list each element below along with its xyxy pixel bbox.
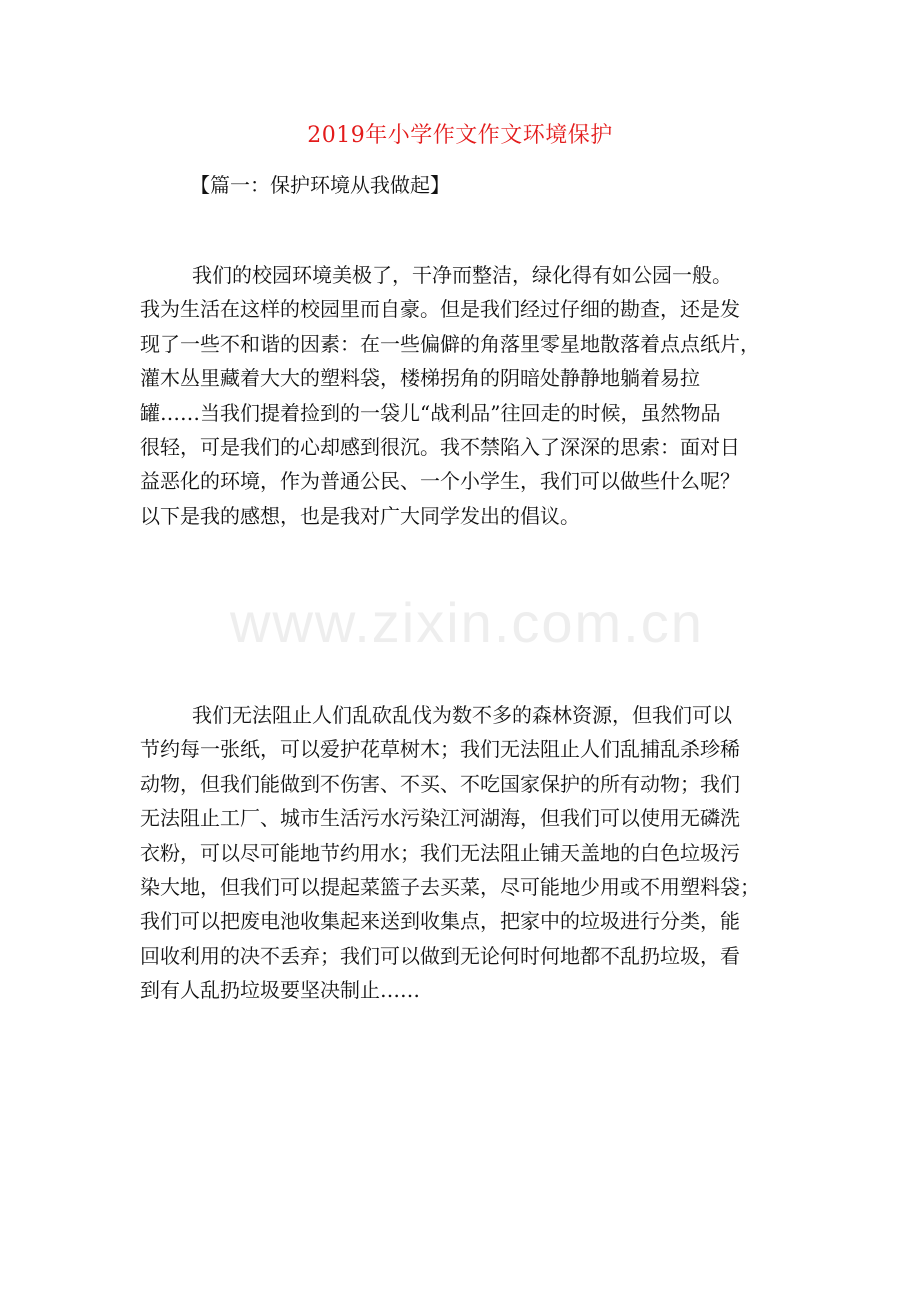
- paragraph-line: 现了一些不和谐的因素：在一些偏僻的角落里零星地散落着点点纸片，: [140, 331, 760, 356]
- paragraph-line: 很轻，可是我们的心却感到很沉。我不禁陷入了深深的思索：面对日: [140, 435, 740, 460]
- paragraph-line: 染大地，但我们可以提起菜篮子去买菜，尽可能地少用或不用塑料袋；: [140, 875, 760, 900]
- paragraph-line: 节约每一张纸，可以爱护花草树木；我们无法阻止人们乱捕乱杀珍稀: [140, 737, 740, 762]
- paragraph-line: 罐……当我们提着捡到的一袋儿“战利品”往回走的时候，虽然物品: [140, 400, 721, 425]
- paragraph-2: [140, 698, 800, 1008]
- section-heading: 【篇一：保护环境从我做起】: [190, 173, 450, 197]
- paragraph-line: 无法阻止工厂、城市生活污水污染江河湖海，但我们可以使用无磷洗: [140, 806, 740, 831]
- paragraph-line: 灌木丛里藏着大大的塑料袋，楼梯拐角的阴暗处静静地躺着易拉: [140, 366, 700, 391]
- paragraph-line: 到有人乱扔垃圾要坚决制止……: [140, 978, 420, 1003]
- paragraph-line: 回收利用的决不丢弃；我们可以做到无论何时何地都不乱扔垃圾，看: [140, 943, 740, 968]
- paragraph-1: [140, 258, 800, 533]
- paragraph-line: 动物，但我们能做到不伤害、不买、不吃国家保护的所有动物；我们: [140, 771, 740, 796]
- paragraph-line: 我们可以把废电池收集起来送到收集点，把家中的垃圾进行分类，能: [140, 909, 740, 934]
- paragraph-line: 我为生活在这样的校园里而自豪。但是我们经过仔细的勘查，还是发: [140, 297, 740, 322]
- paragraph-line: 衣粉，可以尽可能地节约用水；我们无法阻止铺天盖地的白色垃圾污: [140, 840, 740, 865]
- paragraph-line: 我们无法阻止人们乱砍乱伐为数不多的森林资源，但我们可以: [192, 703, 732, 727]
- paragraph-line: 益恶化的环境，作为普通公民、一个小学生，我们可以做些什么呢？: [140, 469, 740, 494]
- document-title: 2019年小学作文作文环境保护: [307, 123, 613, 148]
- watermark: www.zixin.com.cn: [230, 591, 704, 654]
- paragraph-line: 我们的校园环境美极了，干净而整洁，绿化得有如公园一般。: [192, 263, 732, 287]
- paragraph-line: 以下是我的感想，也是我对广大同学发出的倡议。: [140, 503, 580, 528]
